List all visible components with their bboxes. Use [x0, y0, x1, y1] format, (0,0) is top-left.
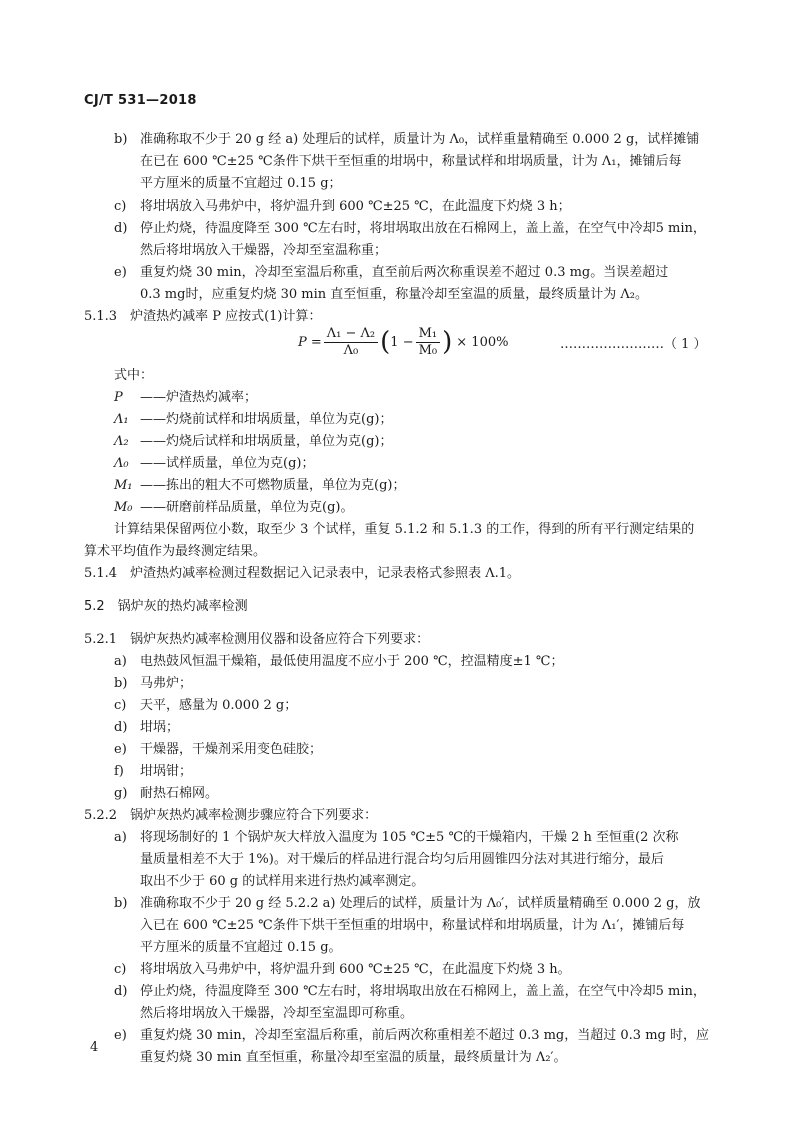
list-label: b) [114, 896, 128, 911]
section-5-2-1: 5.2.1 锅炉灰热灼减率检测用仪器和设备应符合下列要求： [84, 632, 430, 647]
fraction-denominator: Λ₀ [343, 342, 359, 358]
section-5-1-3: 5.1.3 炉渣热灼减率 P 应按式(1)计算： [84, 309, 322, 324]
list-label: e) [114, 1028, 127, 1043]
where-label: 式中： [114, 368, 154, 383]
fraction-denominator: M₀ [418, 342, 438, 358]
variable-desc: ——研磨前样品质量，单位为克(g)。 [140, 500, 354, 515]
list-text: 0.3 mg时，应重复灼烧 30 min 直至恒重，称量冷却至室温的质量，最终质量计为 Λ₂。 [140, 287, 648, 302]
list-text: 取出不少于 60 g 的试样用来进行热灼减率测定。 [140, 874, 425, 889]
list-text: 将坩埚放入马弗炉中，将炉温升到 600 ℃±25 ℃，在此温度下灼烧 3 h； [140, 199, 571, 214]
list-label: d) [114, 720, 128, 735]
formula-1 [298, 322, 508, 362]
list-label: f) [114, 764, 124, 779]
variable-symbol: M₀ [114, 500, 133, 515]
list-text: 然后将坩埚放入干燥器，冷却至室温即可称重。 [140, 1006, 414, 1021]
formula-lhs: P = [298, 334, 322, 350]
variable-symbol: P [114, 390, 123, 405]
list-label: e) [114, 742, 127, 757]
list-text: 平方厘米的质量不宜超过 0.15 g。 [140, 940, 342, 955]
fraction-incombustible [416, 326, 441, 359]
list-label: g) [114, 786, 128, 801]
list-text: 坩埚钳； [140, 764, 193, 779]
list-text: 将坩埚放入马弗炉中，将炉温升到 600 ℃±25 ℃，在此温度下灼烧 3 h。 [140, 962, 571, 977]
list-text: 然后将坩埚放入干燥器，冷却至室温称重； [140, 243, 388, 258]
fraction-numerator: Λ₁ − Λ₂ [324, 326, 378, 343]
close-paren: ) [442, 327, 453, 357]
formula-tail: × 100% [456, 334, 509, 350]
list-text: 马弗炉； [140, 676, 193, 691]
list-label: a) [114, 654, 127, 669]
list-label: c) [114, 698, 127, 713]
list-label: e) [114, 265, 127, 280]
one-minus: 1 − [390, 334, 414, 350]
fraction-mass-loss [324, 326, 378, 359]
variable-desc: ——拣出的粗大不可燃物质量，单位为克(g)； [140, 478, 406, 493]
fraction-numerator: M₁ [416, 326, 441, 343]
list-text: 入已在 600 ℃±25 ℃条件下烘干至恒重的坩埚中，称量试样和坩埚质量，计为 Λ₁′，摊铺后每 [140, 918, 685, 933]
list-text: 准确称取不少于 20 g 经 5.2.2 a) 处理后的试样，质量计为 Λ₀′，试样质量精确至 0.000 2 g，放 [140, 896, 701, 911]
calc-note: 算术平均值作为最终测定结果。 [84, 544, 267, 559]
standard-header: CJ/T 531—2018 [84, 93, 197, 108]
list-text: 坩埚； [140, 720, 180, 735]
open-paren: ( [380, 327, 391, 357]
variable-symbol: Λ₂ [114, 434, 129, 449]
list-text: 将现场制好的 1 个锅炉灰大样放入温度为 105 ℃±5 ℃的干燥箱内，干燥 2 h 至恒重(2 次称 [140, 830, 679, 845]
list-label: a) [114, 830, 127, 845]
list-text: 量质量相差不大于 1%)。对干燥后的样品进行混合均匀后用圆锥四分法对其进行缩分，最后 [140, 852, 664, 867]
variable-desc: ——灼烧前试样和坩埚质量，单位为克(g)； [140, 412, 393, 427]
list-text: 耐热石棉网。 [140, 786, 219, 801]
list-label: b) [114, 676, 128, 691]
list-text: 准确称取不少于 20 g 经 a) 处理后的试样，质量计为 Λ₀，试样重量精确至 0.000 2 g，试样摊铺 [140, 132, 700, 147]
list-text: 重复灼烧 30 min，冷却至室温后称重，前后两次称重相差不超过 0.3 mg，当超过 0.3 mg 时，应 [140, 1028, 709, 1043]
list-label: c) [114, 199, 127, 214]
list-text: 天平，感量为 0.000 2 g； [140, 698, 298, 713]
list-label: d) [114, 984, 128, 999]
list-text: 电热鼓风恒温干燥箱，最低使用温度不应小于 200 ℃，控温精度±1 ℃； [140, 654, 564, 669]
list-text: 停止灼烧，待温度降至 300 ℃左右时，将坩埚取出放在石棉网上，盖上盖，在空气中冷却5 min， [140, 221, 706, 236]
list-text: 干燥器，干燥剂采用变色硅胶； [140, 742, 323, 757]
variable-symbol: Λ₁ [114, 412, 129, 427]
variable-symbol: Λ₀ [114, 456, 129, 471]
list-label: b) [114, 132, 128, 147]
list-label: c) [114, 962, 127, 977]
list-text: 在已在 600 ℃±25 ℃条件下烘干至恒重的坩埚中，称量试样和坩埚质量，计为 Λ₁，摊铺后每 [140, 154, 682, 169]
calc-note: 计算结果保留两位小数，取至少 3 个试样，重复 5.1.2 和 5.1.3 的工作，得到的所有平行测定结果的 [114, 522, 695, 537]
section-5-2-heading: 5.2 锅炉灰的热灼减率检测 [84, 599, 248, 614]
variable-desc: ——试样质量，单位为克(g)； [140, 456, 315, 471]
list-label: d) [114, 221, 128, 236]
list-text: 停止灼烧，待温度降至 300 ℃左右时，将坩埚取出放在石棉网上，盖上盖，在空气中冷却5 min， [140, 984, 706, 999]
variable-symbol: M₁ [114, 478, 133, 493]
section-5-1-4: 5.1.4 炉渣热灼减率检测过程数据记入记录表中，记录表格式参照表 Λ.1。 [84, 566, 521, 581]
variable-desc: ——炉渣热灼减率； [140, 390, 258, 405]
list-text: 重复灼烧 30 min，冷却至室温后称重，直至前后两次称重误差不超过 0.3 mg。当误差超过 [140, 265, 669, 280]
section-5-2-2: 5.2.2 锅炉灰热灼减率检测步骤应符合下列要求： [84, 808, 378, 823]
page-number: 4 [90, 1040, 99, 1055]
equation-number: ……………………（ 1 ） [560, 337, 707, 352]
list-text: 重复灼烧 30 min 直至恒重，称量冷却至室温的质量，最终质量计为 Λ₂′。 [140, 1050, 567, 1065]
variable-desc: ——灼烧后试样和坩埚质量，单位为克(g)； [140, 434, 393, 449]
list-text: 平方厘米的质量不宜超过 0.15 g； [140, 176, 342, 191]
